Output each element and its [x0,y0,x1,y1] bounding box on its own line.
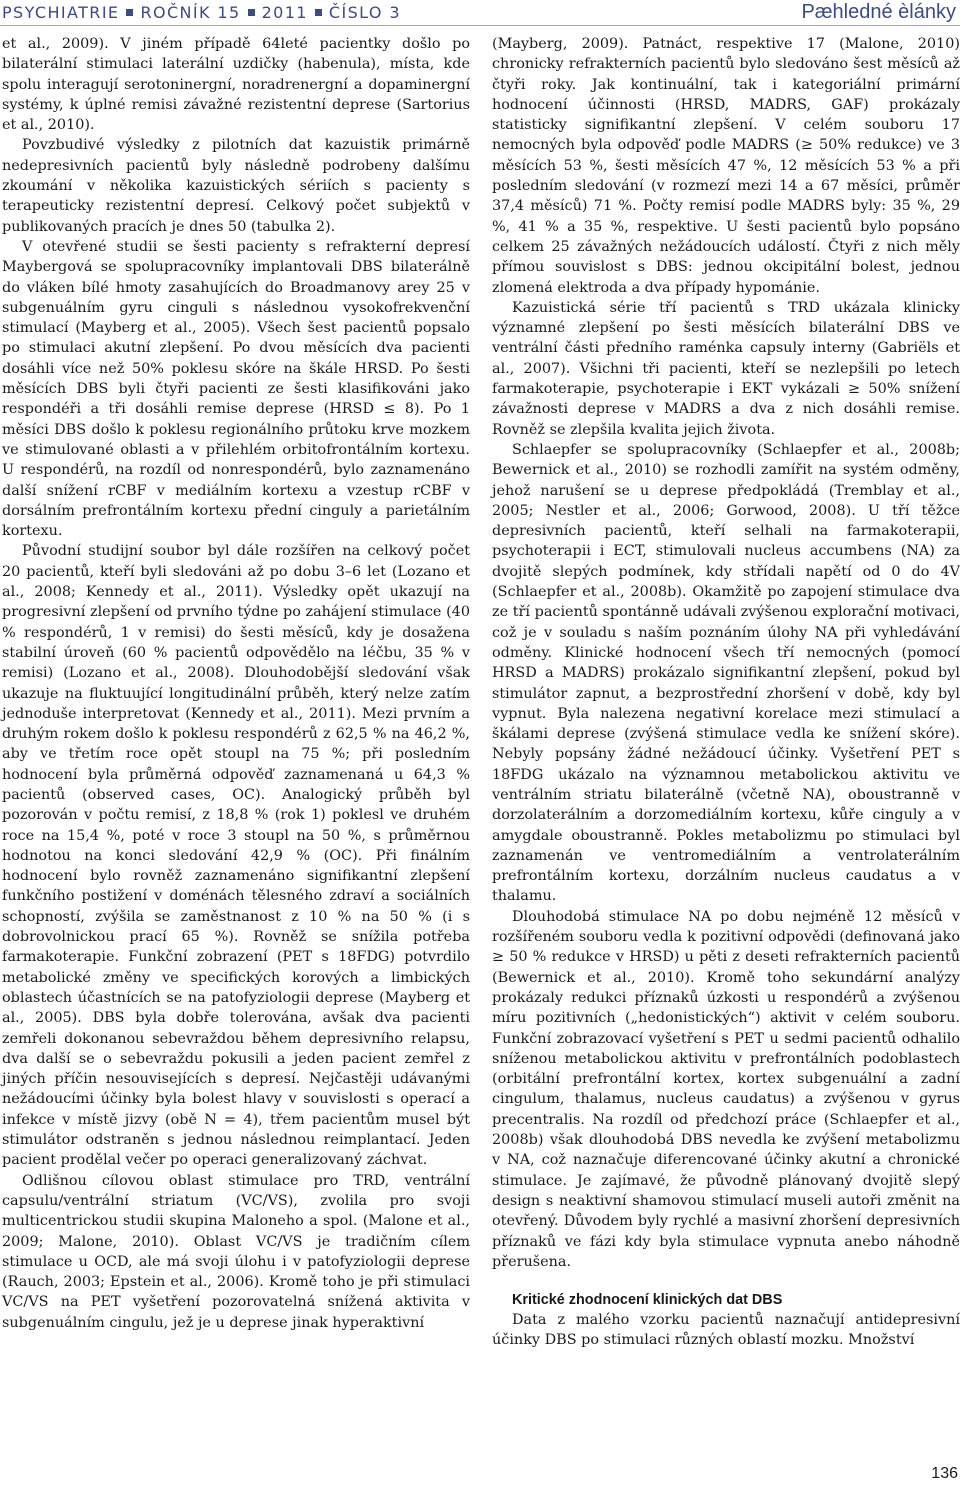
paragraph: (Mayberg, 2009). Patnáct, respektive 17 (Malone, 2010) chronicky refrakterních pacientů bylo sledováno šest měsíců až čtyři roky. Jak kontinuální, tak i kategoriální primární hodnocení účinnosti (HRSD, MADRS, GAF) prokázaly statisticky signifikantní zlepšení. V celém souboru 17 nemocných byla odpověď podle MADRS (≥ 50% redukce) ve 3 měsících 53 %, šesti měsících 47 %, 12 měsících 53 % a při posledním sledování (v rozmezí mezi 14 a 67 měsíci, průměr 37,4 měsíců) 71 %. Počty remisí podle MADRS byly: 35 %, 29 %, 41 % a 35 %, respektive. U šesti pacientů bylo popsáno celkem 25 závažných nežádoucích událostí. Čtyři z nich měly přímou souvislost s DBS: jednou okcipitální bolest, jednou zlomená elektroda a dva případy hypománie. [492,36,960,296]
paragraph: Data z malého vzorku pacientů naznačují antidepresivní účinky DBS po stimulaci různých oblastí mozku. Množství [492,1312,960,1349]
journal-year: 2011 [261,3,308,22]
paragraph: V otevřené studii se šesti pacienty s refrakterní depresí Maybergová se spolupracovníky implantovali DBS bilaterálně do vláken bílé hmoty zasahujících do Broadmanovy arey 25 v subgenuálním gyru cinguli s následnou vysokofrekvenční stimulací (Mayberg et al., 2005). Všech šest pacientů popsalo po stimulaci akutní zlepšení. Po dvou měsících dva pacienti dosáhli více než 50% poklesu skóre na škále HRSD. Po šesti měsících DBS byli čtyři pacienti ze šesti klasifikováni jako respondéři a tři dosáhli remise deprese (HRSD ≤ 8). Po 1 měsíci DBS došlo k poklesu regionálního průtoku krve mozkem ve stimulované oblasti a v přilehlém orbitofrontálním kortexu. U respondérů, na rozdíl od nonrespondérů, bylo zaznamenáno další snížení rCBF v mediálním kortexu a vzestup rCBF v dorsálním prefrontálním kortexu přední cinguly a parietálním kortexu. [2,238,470,540]
journal-name: PSYCHIATRIE [2,3,120,22]
paragraph: et al., 2009). V jiném případě 64leté pacientky došlo po bilaterální stimulaci laterální uzdičky (habenula), místa, kde spolu interagují serotoninergní, noradrenergní a dopaminergní systémy, k úplné remisi závažné rezistentní deprese (Sartorius et al., 2010). [2,36,470,134]
journal-running-head [2,3,401,22]
journal-volume: ROČNÍK 15 [140,3,241,22]
right-column [492,34,960,1351]
section-label: Pæhledné èlánky [801,1,956,23]
paragraph: Původní studijní soubor byl dále rozšířen na celkový počet 20 pacientů, kteří byli sledováni až po dobu 3–6 let (Lozano et al., 2008; Kennedy et al., 2011). Výsledky opět ukazují na progresivní zlepšení od prvního týdne po zahájení stimulace (40 % respondérů, 1 v remisi) do šesti měsíců, kdy je dosažena stabilní úroveň (60 % pacientů odpovědělo na léčbu, 35 % v remisi) (Lozano et al., 2008). Dlouhodobější sledování však ukazuje na fluktuující longitudinální průběh, který nelze zatím jednoduše interpretovat (Kennedy et al., 2011). Mezi prvním a druhým rokem došlo k poklesu respondérů z 62,5 % na 46,2 %, aby ve třetím roce opět stoupl na 75 %; při posledním hodnocení byla průměrná odpověď zaznamenaná u 64,3 % pacientů (observed cases, OC). Analogický průběh byl pozorován v počtu remisí, z 18,8 % (rok 1) poklesl ve druhém roce na 15,4 %, poté v roce 3 stoupl na 50 %, s průměrnou hodnotou na konci sledování 42,9 % (OC). Při finálním hodnocení bylo rovněž zaznamenáno signifikantní zlepšení funkčního postižení v doménách tělesného zdraví a sociálních schopností, zvýšila se zaměstnanost z 10 % na 50 % (i s dobrovolnickou prací 65 %). Rovněž se snížila potřeba farmakoterapie. Funkční zobrazení (PET s 18FDG) potvrdilo metabolické změny ve specifických korových a limbických oblastech účastnících se na patofyziologii deprese (Mayberg et al., 2005). DBS byla dobře tolerována, avšak dva pacienti zemřeli dokonanou sebevraždou během depresivního relapsu, dva další se o sebevraždu pokusili a jeden pacient zemřel z jiných příčin nesouvisejících s depresí. Nejčastěji udávanými nežádoucími účinky byla bolest hlavy v souvislosti s operací a infekce v místě jizvy (obě N = 4), třem pacientům musel být stimulátor odstraněn s jednou následnou reimplantací. Jeden pacient prodělal večer po operaci generalizovaný záchvat. [2,543,470,1169]
paragraph: Kazuistická série tří pacientů s TRD ukázala klinicky významné zlepšení po šesti měsících bilaterální DBS ve ventrální části předního raménka capsuly interny (Gabriëls et al., 2007). Všichni tři pacienti, kteří se nezlepšili po letech farmakoterapie, psychoterapie i EKT vykázali ≥ 50% snížení závažnosti deprese v MADRS a dva z nich dosáhli remise. Rovněž se zlepšila kvalita jejich života. [492,299,960,438]
separator-square-icon [126,9,133,16]
page-header [0,0,960,36]
paragraph: Odlišnou cílovou oblast stimulace pro TRD, ventrální capsulu/ventrální striatum (VC/VS), zvolila pro svoji multicentrickou studii skupina Maloneho a spol. (Malone et al., 2009; Malone, 2010). Oblast VC/VS je tradičním cílem stimulace u OCD, ale má svoji úlohu i v patofyziologii deprese (Rauch, 2003; Epstein et al., 2006). Kromě toho je při stimulaci VC/VS na PET vyšetření pozorovatelná snížená aktivita v subgenuálním cingulu, jež je u deprese jinak hyperaktivní [2,1172,470,1331]
page-number: 136 [931,1465,958,1482]
journal-issue: ČÍSLO 3 [328,3,401,22]
paragraph: Schlaepfer se spolupracovníky (Schlaepfer et al., 2008b; Bewernick et al., 2010) se rozhodli zamířit na systém odměny, jehož narušení se u deprese předpokládá (Tremblay et al., 2005; Nestler et al., 2006; Gorwood, 2008). U tří těžce depresivních pacientů, kteří selhali na farmakoterapii, psychoterapii i ECT, stimulovali nucleus accumbens (NA) za dvojitě slepých podmínek, kdy střídali napětí od 0 do 4V (Schlaepfer et al., 2008b). Okamžitě po zapojení stimulace dva ze tří pacientů spontánně udávali zvýšenou explorační motivaci, což je v souladu s naším poznáním úlohy NA při vyhledávání odměny. Klinické hodnocení všech tří nemocných (pomocí HRSD a MADRS) prokázalo signifikantní zlepšení, pokud byl stimulátor zapnut, a bezprostřední zhoršení v době, kdy byl vypnut. Byla nalezena negativní korelace mezi stimulací a škálami deprese (zvýšená stimulace vedla ke snížení skóre). Nebyly popsány žádné nežádoucí účinky. Vyšetření PET s 18FDG ukázalo na významnou metabolickou aktivitu ve ventrálním striatu bilaterálně (včetně NA), oboustranně v dorzolaterálním a dorzomediálním kortexu, kůře cinguly a v amygdale oboustranně. Pokles metabolizmu po stimulaci byl zaznamenán ve ventromediálním a ventrolaterálním prefrontálním kortexu, dorzálním nucleus caudatus a v thalamu. [492,441,960,905]
separator-square-icon [248,9,255,16]
paragraph: Povzbudivé výsledky z pilotních dat kazuistik primárně nedepresivních pacientů byly následně podrobeny dalšímu zkoumání v několika kazuistických sériích s pacienty s terapeuticky rezistentní depresí. Celkový počet subjektů v publikovaných pracích je dnes 50 (tabulka 2). [2,137,470,235]
section-heading: Kritické zhodnocení klinických dat DBS [512,1292,783,1309]
separator-square-icon [315,9,322,16]
paragraph: Dlouhodobá stimulace NA po dobu nejméně 12 měsíců v rozšířeném souboru vedla k pozitivní odpovědi (definovaná jako ≥ 50 % redukce v HRSD) u pěti z deseti refrakterních pacientů (Bewernick et al., 2010). Kromě toho sekundární analýzy prokázaly redukci příznaků úzkosti u respondérů a zvýšenou míru pozitivních („hedonistických“) aktivit v celém souboru. Funkční zobrazovací vyšetření s PET u sedmi pacientů odhalilo sníženou metabolickou aktivitu v prefrontálních podoblastech (orbitální prefrontální kortex, kortex subgenuální a zadní cingulum, thalamus, nucleus caudatus) a zvýšenou v gyrus precentralis. Na rozdíl od předchozí práce (Schlaepfer et al., 2008b) však dlouhodobá DBS nevedla ke zvýšení metabolizmu v NA, což naznačuje diferencované účinky akutní a chronické stimulace. Je zajímavé, že původně plánovaný dvojitě slepý design s neaktivní shamovou stimulací museli autoři změnit na otevřený. Důvodem byly rychlé a masivní zhoršení depresivních příznaků ve fázi kdy byla stimulace vypnuta anebo náhodně přerušena. [492,908,960,1270]
header-rule [0,25,960,26]
left-column [2,34,470,1333]
